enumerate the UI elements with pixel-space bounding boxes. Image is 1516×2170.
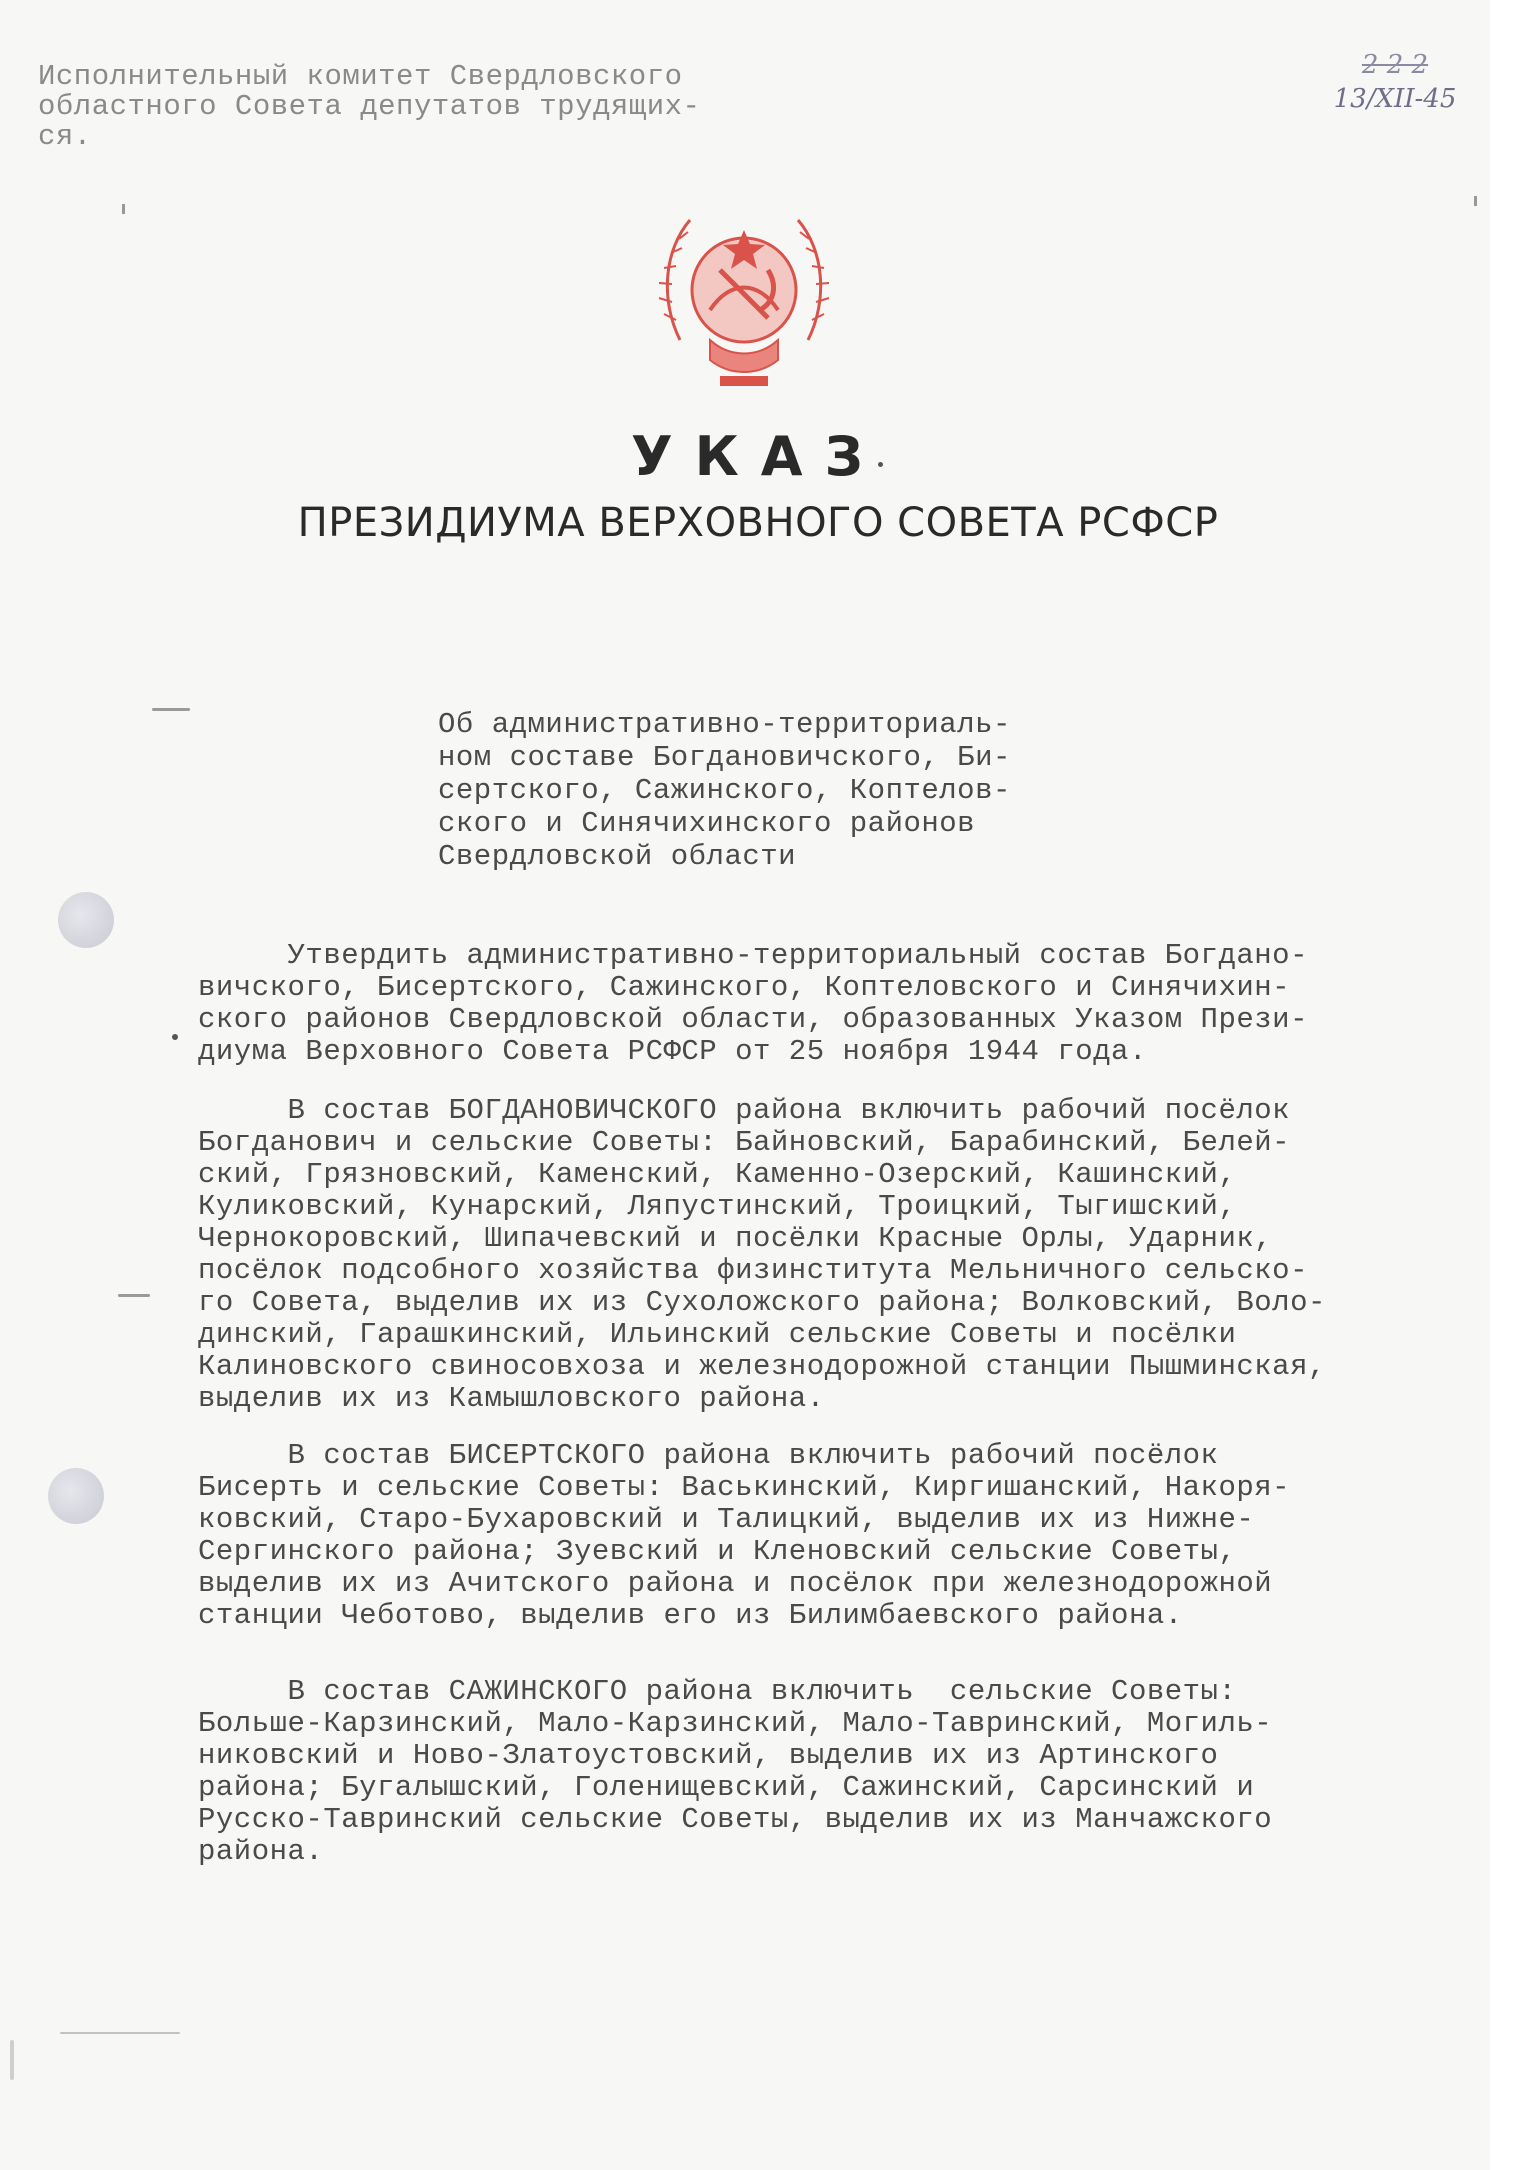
paragraph-line: района. bbox=[198, 1835, 324, 1868]
paragraph-line: Утвердить административно-территориальный состав Богдано- bbox=[198, 939, 1308, 972]
paper-speck bbox=[10, 2040, 14, 2080]
handwritten-note bbox=[1300, 48, 1490, 116]
decree-subtitle: ПРЕЗИДИУМА ВЕРХОВНОГО СОВЕТА РСФСР bbox=[297, 500, 1219, 546]
paragraph-line: Куликовский, Кунарский, Ляпустинский, Троицкий, Тыгишский, bbox=[198, 1190, 1237, 1223]
paragraph-line: диума Верховного Совета РСФСР от 25 ноября 1944 года. bbox=[198, 1035, 1147, 1068]
rsfsr-emblem-icon bbox=[650, 190, 838, 390]
decree-topic-line: ном составе Богдановичского, Би- bbox=[438, 741, 1011, 774]
paper-speck bbox=[152, 708, 190, 711]
decree-topic-line: Свердловской области bbox=[438, 840, 797, 873]
issuer-header bbox=[38, 62, 798, 152]
paragraph-bogdanovich bbox=[198, 1095, 1378, 1415]
paper-speck bbox=[60, 2032, 180, 2034]
paper-mark bbox=[1474, 196, 1477, 206]
paragraph-line: динский, Гарашкинский, Ильинский сельские Советы и посёлки bbox=[198, 1318, 1237, 1351]
paragraph-line: ковский, Старо-Бухаровский и Талицкий, выделив их из Нижне- bbox=[198, 1503, 1255, 1536]
decree-topic-line: сертского, Сажинского, Коптелов- bbox=[438, 774, 1011, 807]
paragraph-line: Чернокоровский, Шипачевский и посёлки Красные Орлы, Ударник, bbox=[198, 1222, 1273, 1255]
paragraph-bisert bbox=[198, 1440, 1378, 1632]
hole-punch bbox=[58, 892, 114, 948]
paragraph-line: Сергинского района; Зуевский и Кленовский сельские Советы, bbox=[198, 1535, 1237, 1568]
paper-speck bbox=[118, 1294, 150, 1297]
paragraph-line: В состав БОГДАНОВИЧСКОГО района включить рабочий посёлок bbox=[198, 1094, 1291, 1127]
paragraph-line: В состав БИСЕРТСКОГО района включить рабочий посёлок bbox=[198, 1439, 1219, 1472]
paragraph-sazhino bbox=[198, 1676, 1378, 1868]
handwritten-date: 13/XII-45 bbox=[1333, 84, 1457, 114]
paragraph-line: Больше-Карзинский, Мало-Карзинский, Мало-Тавринский, Могиль- bbox=[198, 1707, 1273, 1740]
paragraph-line: Богданович и сельские Советы: Байновский, Барабинский, Белей- bbox=[198, 1126, 1291, 1159]
paragraph-line: вичского, Бисертского, Сажинского, Коптеловского и Синячихин- bbox=[198, 971, 1291, 1004]
decree-topic-line: Об административно-территориаль- bbox=[438, 708, 1011, 741]
ink-dot bbox=[172, 1034, 178, 1040]
paragraph-line: района; Бугалышский, Голенищевский, Сажинский, Сарсинский и bbox=[198, 1771, 1255, 1804]
paragraph-line: выделив их из Ачитского района и посёлок при железнодорожной bbox=[198, 1567, 1273, 1600]
paragraph-line: станции Чеботово, выделив его из Билимбаевского района. bbox=[198, 1599, 1183, 1632]
paragraph-line: ского районов Свердловской области, образованных Указом Прези- bbox=[198, 1003, 1308, 1036]
paragraph-line: Калиновского свиносовхоза и железнодорожной станции Пышминская, bbox=[198, 1350, 1326, 1383]
issuer-header-line: Исполнительный комитет Свердловского bbox=[38, 60, 683, 93]
paragraph-line: Русско-Тавринский сельские Советы, выделив их из Манчажского bbox=[198, 1803, 1273, 1836]
paragraph-approval bbox=[198, 940, 1378, 1068]
paragraph-line: В состав САЖИНСКОГО района включить сельские Советы: bbox=[198, 1675, 1237, 1708]
decree-topic bbox=[438, 708, 1058, 873]
paragraph-line: ский, Грязновский, Каменский, Каменно-Озерский, Кашинский, bbox=[198, 1158, 1237, 1191]
paragraph-line: посёлок подсобного хозяйства физинститута Мельничного сельско- bbox=[198, 1254, 1308, 1287]
paper-mark bbox=[122, 204, 125, 214]
paragraph-line: го Совета, выделив их из Сухоложского района; Волковский, Воло- bbox=[198, 1286, 1326, 1319]
paragraph-line: Бисерть и сельские Советы: Васькинский, Киргишанский, Накоря- bbox=[198, 1471, 1291, 1504]
handwritten-reference: 2 2 2 bbox=[1361, 50, 1429, 80]
decree-title: УКАЗ bbox=[631, 425, 885, 488]
issuer-header-line: ся. bbox=[38, 120, 92, 153]
paragraph-line: выделив их из Камышловского района. bbox=[198, 1382, 825, 1415]
page-edge bbox=[1490, 0, 1516, 2170]
paragraph-line: никовский и Ново-Златоустовский, выделив их из Артинского bbox=[198, 1739, 1219, 1772]
issuer-header-line: областного Совета депутатов трудящих- bbox=[38, 90, 701, 123]
hole-punch bbox=[48, 1468, 104, 1524]
decree-topic-line: ского и Синячихинского районов bbox=[438, 807, 976, 840]
